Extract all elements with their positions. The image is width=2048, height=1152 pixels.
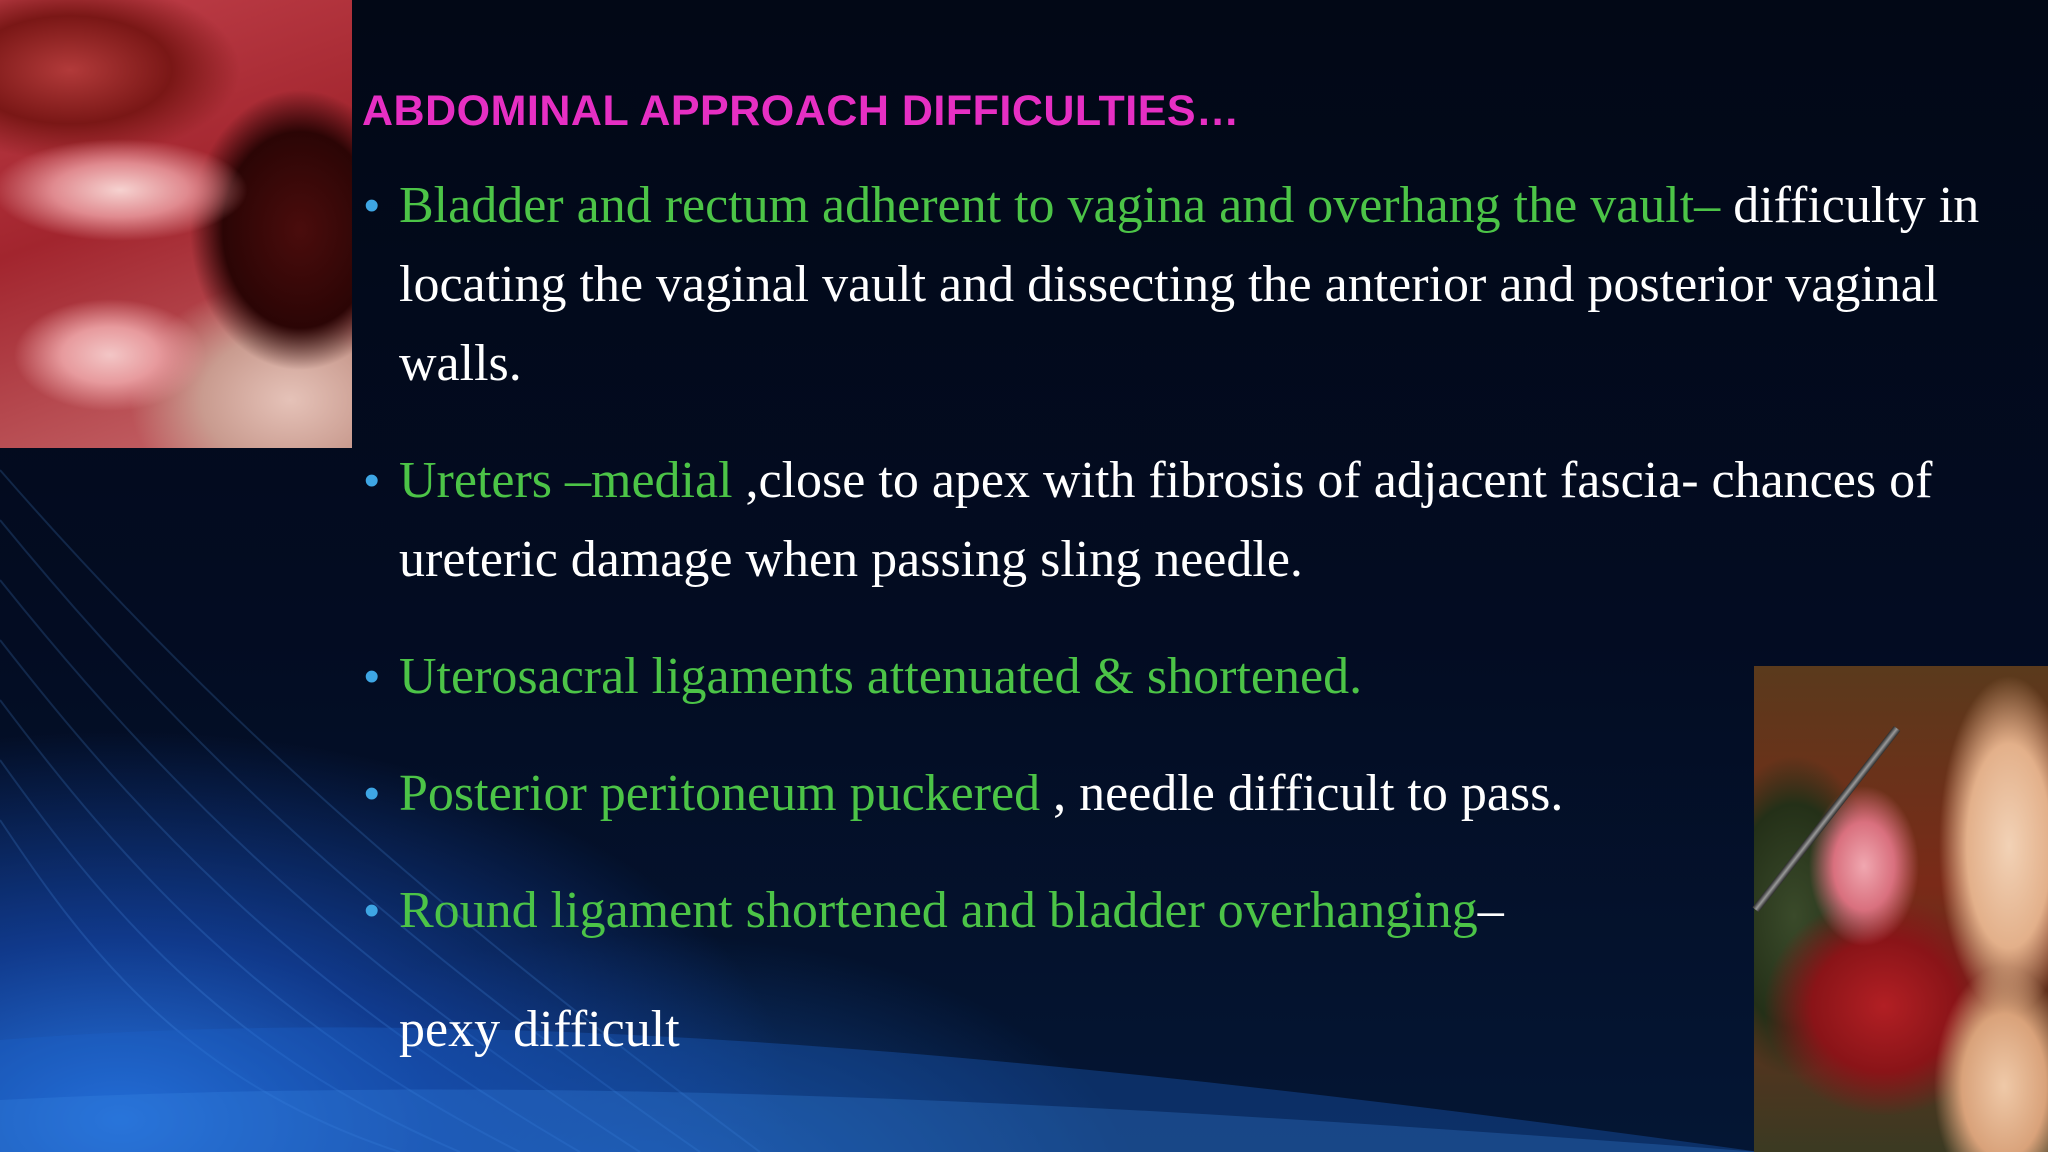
bullet-dot-icon: • <box>364 456 380 505</box>
bullet-item-5 <box>362 871 2002 950</box>
bullet-item-2 <box>362 441 2002 599</box>
bullet-continuation: pexy difficult <box>399 1001 680 1058</box>
bullet-highlight: Bladder and rectum adherent to vagina and overhang the vault– <box>399 177 1721 234</box>
slide-content <box>362 80 2002 1069</box>
bullet-dot-icon: • <box>364 652 380 701</box>
bullet-dot-icon: • <box>364 769 380 818</box>
bullet-highlight: Round ligament shortened and bladder overhanging <box>399 882 1478 939</box>
bullet-item-3 <box>362 637 2002 716</box>
bullet-dot-icon: • <box>364 181 380 230</box>
bullet-text: – <box>1477 882 1504 939</box>
bullet-highlight: Posterior peritoneum puckered <box>399 765 1041 822</box>
surgery-photo-top-left <box>0 0 352 448</box>
bullet-text: difficulty in locating the vaginal vault and dissecting the anterior and posterior vaginal walls. <box>399 177 1980 392</box>
bullet-highlight: Ureters –medial <box>399 452 733 509</box>
slide-title: ABDOMINAL APPROACH DIFFICULTIES… <box>362 87 1240 135</box>
bullet-item-1 <box>362 166 2002 403</box>
bullet-text: , needle difficult to pass. <box>1040 765 1564 822</box>
bullet-highlight: Uterosacral ligaments attenuated & shortened. <box>399 648 1363 705</box>
bullet-dot-icon: • <box>364 886 380 935</box>
bullet-item-4 <box>362 754 2002 833</box>
bullet-list <box>362 166 2002 950</box>
bullet-text: ,close to apex with fibrosis of adjacent fascia- chances of ureteric damage when passing sling needle. <box>399 452 1933 588</box>
